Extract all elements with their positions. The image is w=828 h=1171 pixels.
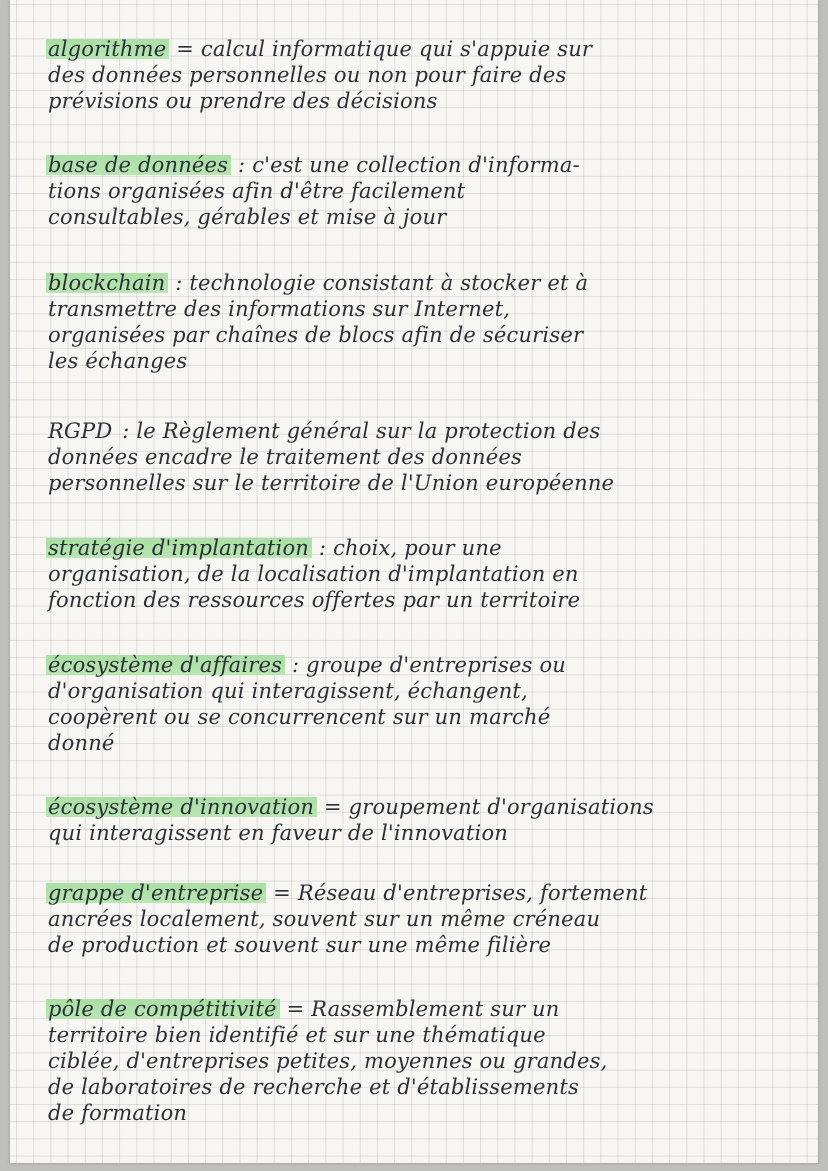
definition-line: : technologie consistant à stocker et à <box>168 271 589 295</box>
term-ecosysteme-affaires: écosystème d'affaires <box>46 653 285 677</box>
definition-line: = groupement d'organisations <box>317 795 654 819</box>
definition-line: de laboratoires de recherche et d'établissements <box>48 1075 579 1099</box>
definition-strategie-implantation <box>48 535 798 613</box>
definition-line: de formation <box>48 1101 188 1125</box>
definition-line: = Rassemblement sur un <box>279 997 560 1021</box>
term-rgpd: RGPD <box>48 419 113 443</box>
definition-ecosysteme-affaires <box>48 652 798 756</box>
definition-line: coopèrent ou se concurrencent sur un marché <box>48 705 551 729</box>
definition-line: ancrées localement, souvent sur un même créneau <box>48 907 601 931</box>
definition-line: tions organisées afin d'être facilement <box>48 179 466 203</box>
definition-line: des données personnelles ou non pour faire des <box>48 63 567 87</box>
definition-line: : choix, pour une <box>312 536 502 560</box>
definition-line: consultables, gérables et mise à jour <box>48 205 447 229</box>
definition-rgpd <box>48 418 798 496</box>
definition-line: : le Règlement général sur la protection des <box>115 419 601 443</box>
definition-line: = calcul informatique qui s'appuie sur <box>169 37 593 61</box>
term-algorithme: algorithme <box>46 37 169 61</box>
definition-line: de production et souvent sur une même filière <box>48 933 552 957</box>
term-blockchain: blockchain <box>46 271 168 295</box>
definition-line: ciblée, d'entreprises petites, moyennes ou grandes, <box>48 1049 608 1073</box>
term-strategie-implantation: stratégie d'implantation <box>46 536 312 560</box>
definition-line: donné <box>48 731 115 755</box>
definition-line: d'organisation qui interagissent, échangent, <box>48 679 528 703</box>
definition-line: personnelles sur le territoire de l'Union européenne <box>48 471 615 495</box>
definition-line: prévisions ou prendre des décisions <box>48 89 438 113</box>
definition-line: : groupe d'entreprises ou <box>285 653 567 677</box>
definition-line: organisées par chaînes de blocs afin de sécuriser <box>48 323 584 347</box>
definition-base-de-donnees <box>48 152 798 230</box>
definition-line: : c'est une collection d'informa- <box>231 153 580 177</box>
definition-line: territoire bien identifié et sur une thématique <box>48 1023 546 1047</box>
definition-line: données encadre le traitement des données <box>48 445 522 469</box>
definition-line: organisation, de la localisation d'implantation en <box>48 562 579 586</box>
definition-grappe-entreprise <box>48 880 798 958</box>
notebook-page <box>10 0 818 1163</box>
term-ecosysteme-innovation: écosystème d'innovation <box>46 795 317 819</box>
definition-algorithme <box>48 36 798 114</box>
definition-line: fonction des ressources offertes par un territoire <box>48 588 581 612</box>
definition-line: les échanges <box>48 349 188 373</box>
definition-blockchain <box>48 270 798 374</box>
term-base-de-donnees: base de données <box>46 153 231 177</box>
term-grappe-entreprise: grappe d'entreprise <box>46 881 266 905</box>
definition-ecosysteme-innovation <box>48 794 798 846</box>
definition-line: = Réseau d'entreprises, fortement <box>266 881 648 905</box>
definition-pole-competitivite <box>48 996 798 1126</box>
definition-line: transmettre des informations sur Internet, <box>48 297 511 321</box>
definition-line: qui interagissent en faveur de l'innovation <box>48 821 509 845</box>
term-pole-competitivite: pôle de compétitivité <box>46 997 280 1021</box>
